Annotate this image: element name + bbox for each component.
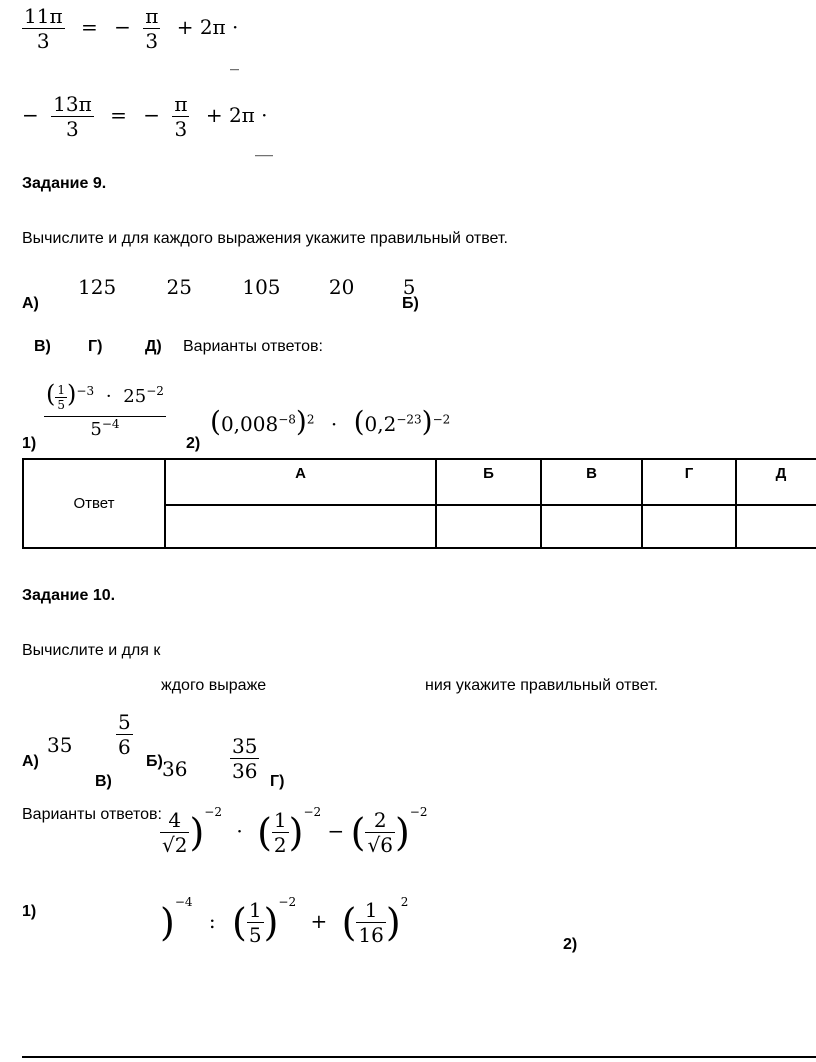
exponent: −3 bbox=[76, 384, 95, 398]
blank-line: __ bbox=[255, 136, 273, 157]
label-g: Г) bbox=[270, 773, 285, 790]
decimal-base: 0,008 bbox=[220, 412, 279, 436]
task-10-expression-2: )$^{-4}$ : ( $\frac{1}{5}$ )$^{-2}$ + ( $\frac{1}{16}$ )$^2$ bbox=[160, 895, 409, 947]
denominator: 16 bbox=[358, 923, 384, 947]
base: 5 bbox=[90, 418, 102, 440]
value-item: 125 bbox=[78, 275, 117, 299]
task-9-values bbox=[78, 275, 415, 299]
exponent: −2 bbox=[303, 805, 322, 819]
value-item: 5 bbox=[402, 275, 416, 299]
label-v: В) bbox=[95, 773, 112, 790]
answer-variants-label: Варианты ответов: bbox=[183, 338, 323, 355]
task-10-expression-1: $\frac{4}{√2}$ )$^{-2}$ · ( $\frac{1}{2}$ )$^{-2}$ − ( $\frac{2}{√6}$ )$^{-2}$ bbox=[162, 805, 428, 857]
numerator: π bbox=[174, 92, 188, 116]
numerator: 1 bbox=[248, 898, 262, 922]
exponent: −2 bbox=[278, 895, 297, 909]
equation-line-2 bbox=[22, 92, 268, 141]
numerator: 2 bbox=[373, 808, 387, 832]
label-a: А) bbox=[22, 753, 39, 770]
dot-operator: · bbox=[236, 819, 243, 843]
label-1: 1) bbox=[22, 903, 37, 920]
column-header-b: Б bbox=[435, 460, 540, 504]
denominator: 5 bbox=[57, 397, 66, 412]
numerator: 4 bbox=[168, 808, 182, 832]
fraction bbox=[143, 4, 160, 53]
plus-two-pi: + 2π · bbox=[205, 103, 268, 127]
label-1: 1) bbox=[22, 435, 37, 452]
numerator: 13π bbox=[53, 92, 92, 116]
exponent: 2 bbox=[400, 895, 409, 909]
denominator: 2 bbox=[273, 833, 287, 857]
task-9-instruction: Вычислите и для каждого выражения укажите правильный ответ. bbox=[22, 230, 508, 247]
denominator: 3 bbox=[51, 116, 94, 141]
task-9-expression-2: $(0,008^{-8})^2 \cdot (0,2^{-23})^{-2}$ bbox=[210, 405, 451, 438]
task-10-instruction-part-2: ждого выраже bbox=[161, 677, 267, 694]
fraction-5-6 bbox=[116, 710, 133, 759]
task-9-expression-1 bbox=[44, 380, 166, 440]
exponent: −4 bbox=[174, 895, 193, 909]
denominator: 36 bbox=[232, 759, 258, 783]
column-header-a: А bbox=[164, 460, 435, 504]
dot-operator: · bbox=[105, 386, 112, 407]
label-d: Д) bbox=[145, 338, 162, 355]
task-9-title: Задание 9. bbox=[22, 175, 107, 192]
label-2: 2) bbox=[186, 435, 201, 452]
value-item: 105 bbox=[242, 275, 281, 299]
numerator: 11π bbox=[24, 4, 63, 28]
value-item: 20 bbox=[328, 275, 355, 299]
page-bottom-rule bbox=[22, 1056, 816, 1058]
denominator: 3 bbox=[143, 28, 160, 53]
answer-cell-b[interactable] bbox=[435, 506, 540, 547]
numerator: 5 bbox=[118, 710, 131, 734]
exponent: −2 bbox=[409, 805, 428, 819]
colon-operator: : bbox=[208, 909, 216, 933]
plus-sign: + bbox=[310, 909, 328, 933]
answer-cell-v[interactable] bbox=[540, 506, 641, 547]
exponent: −4 bbox=[101, 416, 120, 431]
label-2: 2) bbox=[563, 936, 578, 953]
answer-cell-g[interactable] bbox=[641, 506, 735, 547]
equals-sign: = bbox=[110, 103, 127, 127]
fraction-35-36 bbox=[230, 734, 259, 783]
label-g: Г) bbox=[88, 338, 103, 355]
main-fraction: ( $\frac{1}{5}$ )$^{-3} \cdot 25^{-2}$ $5^{-4}$ bbox=[46, 380, 164, 440]
denominator: 5 bbox=[248, 923, 262, 947]
numerator: 1 bbox=[273, 808, 287, 832]
value-a: 35 bbox=[47, 733, 73, 757]
exponent: 2 bbox=[306, 412, 315, 427]
task-10-instruction-part-1: Вычислите и для к bbox=[22, 642, 161, 659]
column-header-d: Д bbox=[735, 460, 816, 504]
column-header-g: Г bbox=[641, 460, 735, 504]
decimal-base: 0,2 bbox=[364, 412, 397, 436]
column-header-v: В bbox=[540, 460, 641, 504]
exponent: −2 bbox=[432, 412, 451, 427]
blank-line: _ bbox=[230, 50, 239, 71]
numerator: 1 bbox=[57, 382, 66, 397]
equals-sign: = bbox=[80, 15, 98, 39]
dot-operator: · bbox=[330, 412, 338, 436]
numerator: 35 bbox=[232, 734, 258, 758]
fraction bbox=[22, 4, 65, 53]
denominator: √2 bbox=[162, 833, 188, 857]
numerator: π bbox=[145, 4, 159, 28]
denominator: 3 bbox=[172, 116, 189, 141]
value-b: 36 bbox=[162, 757, 188, 781]
exponent: −8 bbox=[278, 412, 296, 427]
row-header-answer: Ответ bbox=[73, 495, 115, 512]
denominator: 6 bbox=[118, 735, 131, 759]
answer-cell-d[interactable] bbox=[735, 506, 816, 547]
equation-line-1 bbox=[22, 4, 238, 53]
numerator: 1 bbox=[364, 898, 378, 922]
minus-sign: − bbox=[114, 15, 131, 39]
answer-variants-label: Варианты ответов: bbox=[22, 806, 162, 823]
minus-sign: − bbox=[143, 103, 160, 127]
fraction bbox=[51, 92, 94, 141]
fraction bbox=[172, 92, 189, 141]
task-10-instruction-part-3: ния укажите правильный ответ. bbox=[425, 677, 659, 694]
exponent: −2 bbox=[204, 805, 222, 819]
exponent: −23 bbox=[396, 412, 422, 427]
denominator: 3 bbox=[22, 28, 65, 53]
label-v: В) bbox=[34, 338, 51, 355]
denominator: √6 bbox=[367, 833, 393, 857]
base: 25 bbox=[123, 386, 147, 407]
answer-cell-a[interactable] bbox=[164, 506, 435, 547]
value-item: 25 bbox=[166, 275, 192, 299]
label-b: Б) bbox=[146, 753, 163, 770]
answer-table bbox=[22, 458, 816, 549]
task-10-title: Задание 10. bbox=[22, 587, 116, 604]
minus-sign: − bbox=[22, 103, 39, 127]
label-b: Б) bbox=[402, 295, 419, 312]
label-a: А) bbox=[22, 295, 39, 312]
plus-two-pi: + 2π · bbox=[176, 15, 239, 39]
minus-sign: − bbox=[327, 819, 345, 843]
exponent: −2 bbox=[146, 384, 164, 398]
